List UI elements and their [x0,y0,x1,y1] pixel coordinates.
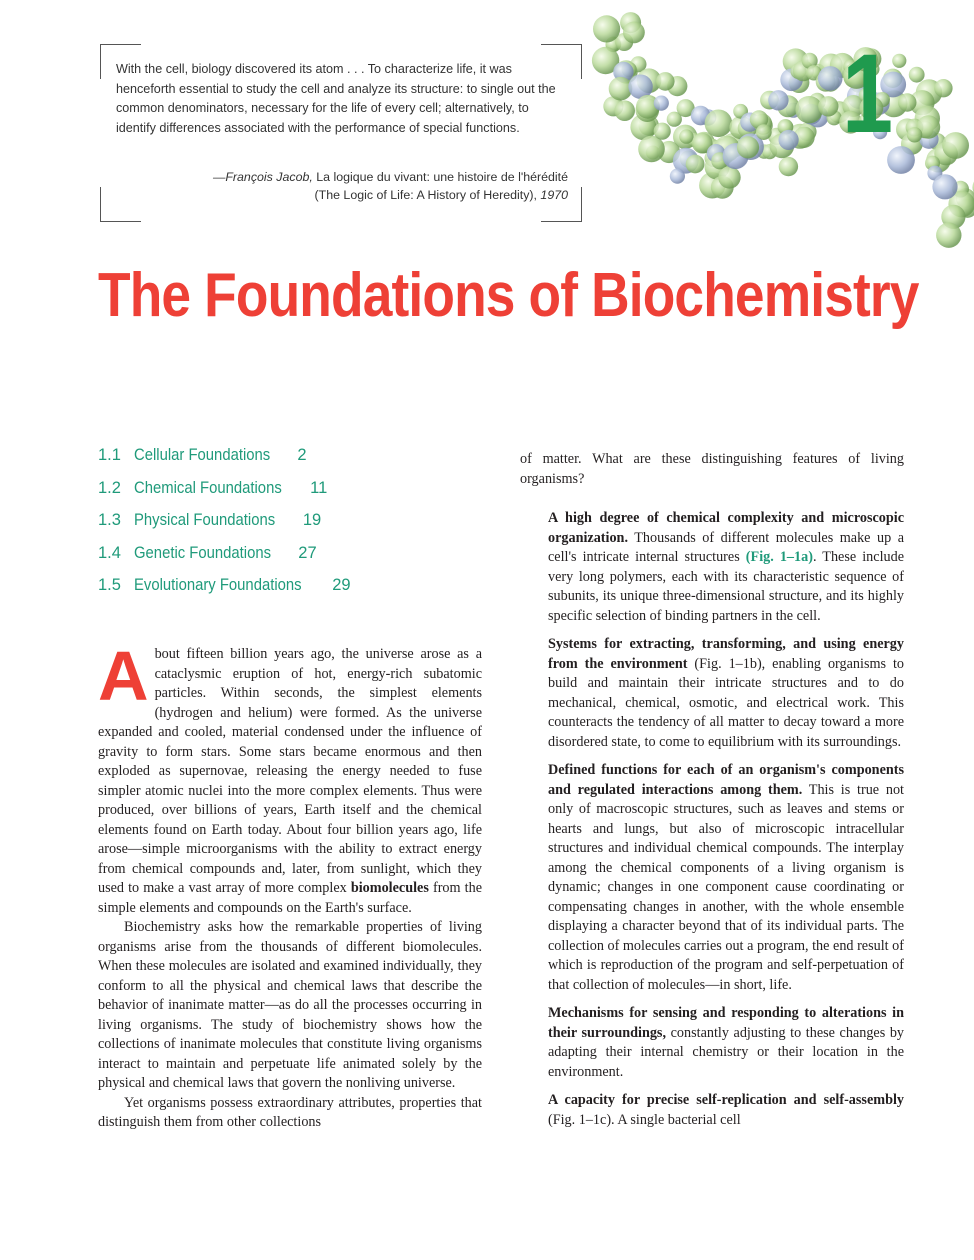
drop-cap: A [98,637,149,715]
dna-atom [779,130,799,150]
dna-atom [779,157,798,176]
toc-section-title: Genetic Foundations [134,543,272,562]
toc-page-number: 11 [310,478,328,497]
dna-atom [614,100,635,121]
body-text: constantly adjusting to these changes by adapting their internal chemistry or their location in the environment. [548,1024,905,1080]
feature-heading: A high degree of chemical complexity and microscopic organization. [548,510,904,546]
body-text: (Fig. 1–1c). A single bacterial cell [548,1111,741,1128]
feature-item [548,761,904,995]
dna-atom [898,93,916,111]
body-paragraph: Biochemistry asks how the remarkable properties of living organisms arise from the thousands of different biomolecules. When these molecules are isolated and examined individually, they conform to all the physical and chemical laws that describe the behavior of inanimate matter—as do all the processes occurring in living organisms. The study of biochemistry shows how the collections of inanimate molecules that constitute living organisms interact to maintain and perpetuate life animated solely by the physical and chemical laws that govern the nonliving universe. [98,919,482,1091]
toc-page-number: 29 [332,576,351,595]
dna-atom [670,169,685,184]
right-text-column [520,450,904,1139]
toc-section-number: 1.1 [98,446,121,464]
toc-entry[interactable] [98,544,498,577]
chapter-title: The Foundations of Biochemistry [98,261,919,330]
dna-atom [934,79,952,97]
body-paragraph: of matter. What are these distinguishing features of living organisms? [520,451,904,487]
feature-item [548,635,904,752]
toc-entry[interactable] [98,511,498,544]
toc-section-title: Evolutionary Foundations [134,576,302,595]
dna-atom [818,96,838,116]
toc-entry[interactable] [98,576,498,609]
body-paragraph [98,637,483,918]
dna-atom [718,166,740,188]
dna-atom [907,127,922,142]
feature-heading: Systems for extracting, transforming, and using energy from the environment [548,636,904,672]
feature-item [548,1004,904,1082]
toc-section-title: Physical Foundations [134,511,276,530]
body-text: from the simple elements and compounds on the Earth's surface. [98,880,483,916]
toc-section-number: 1.2 [98,478,121,497]
epigraph [100,44,582,222]
chapter-number: 1 [842,31,894,156]
feature-item [548,1091,904,1130]
dna-atom [686,155,705,174]
dna-atom [756,124,772,140]
toc-entry[interactable] [98,479,498,512]
dna-atom [932,174,957,199]
dna-model-image [554,0,974,300]
epigraph-year: 1970 [540,188,568,202]
toc-section-title: Cellular Foundations [134,446,271,464]
dna-atom [737,136,759,158]
dna-atom [679,129,693,143]
toc-page-number: 19 [302,511,322,530]
feature-item [548,509,904,626]
dna-atom [623,22,645,44]
body-text: . These include very long polymers, each with its characteristic sequence of subunits, its unique three-dimensional structure, and its highly specific selection of binding partners in the cell. [548,549,904,624]
epigraph-attribution [116,168,568,204]
dna-atom [656,72,675,91]
dna-atom [942,132,969,159]
dna-atom [818,66,843,91]
toc-page-number: 2 [297,446,307,464]
feature-heading: Defined functions for each of an organism's components and regulated interactions among them. [548,762,904,798]
feature-heading: Mechanisms for sensing and responding to alterations in their surroundings, [548,1005,904,1041]
dna-atom [593,15,620,42]
left-text-column [98,637,483,1133]
dna-atom [892,54,906,68]
body-text: This is true not only of macroscopic structures, such as leaves and stems or hearts and lungs, but also of microscopic intracellular structures and individual chemical compounds. The interplay among the chemical components of a living organism is dynamic; changes in one component cause coordinating or compensating changes in another, with the whole ensemble displaying a character beyond that of its individual parts. The collection of molecules carries out a program, the end result of which is reproduction of the program and self-perpetuation of that collection of molecules—in short, life. [548,781,904,993]
epigraph-work: La logique du vivant: une histoire de l'hérédité [316,170,568,184]
toc-section-number: 1.5 [98,576,121,595]
dna-atom [705,110,733,138]
body-paragraph: Yet organisms possess extraordinary attributes, properties that distinguish them from other collections [98,1094,482,1130]
dna-atom [909,67,925,83]
body-text: Thousands of different molecules make up a cell's intricate internal structures [548,529,904,565]
epigraph-quote: With the cell, biology discovered its atom . . . To characterize life, it was henceforth essential to study the cell and analyze its structure: to single out the common denominators, necessary for the life of every cell; alternatively, to identify differences associated with the performance of special functions. [116,62,556,135]
dna-atom [768,90,788,110]
toc-page-number: 27 [298,543,317,562]
dna-atom [654,96,669,111]
dna-atom [936,223,961,248]
dna-atom [654,123,671,140]
toc-section-title: Chemical Foundations [134,478,282,497]
dna-atom [638,136,665,163]
body-text: (Fig. 1–1b), enabling organisms to build and maintain their intricate structures and to do mechanical, chemical, osmotic, and electrical work. This counteracts the tendency of all matter to decay toward a more disordered state, to come to equilibrium with its surroundings. [548,655,904,750]
toc-entry[interactable] [98,446,498,479]
chapter-contents [98,446,498,609]
epigraph-author: —François Jacob, [212,170,313,184]
feature-heading: A capacity for precise self-replication and self-assembly [548,1092,904,1108]
toc-section-number: 1.4 [98,543,121,562]
figure-reference-link[interactable]: (Fig. 1–1a) [745,549,813,565]
body-text: bout fifteen billion years ago, the universe arose as a cataclysmic eruption of hot, energy-rich subatomic particles. Within seconds, the simplest elements (hydrogen and helium) were formed. As the universe expanded and cooled, material condensed under the influence of gravity to form stars. Some stars became enormous and then exploded as supernovae, releasing the energy needed to fuse simpler atomic nuclei into the more complex elements. Thus were produced, over billions of years, Earth itself and the chemical elements found on Earth today. About four billion years ago, life arose—simple microorganisms with the ability to extract energy from chemical compounds and, later, from sunlight, which they used to make a vast array of more complex [98,646,482,896]
epigraph-translation: (The Logic of Life: A History of Heredity), [314,188,537,202]
key-term: biomolecules [350,880,429,896]
toc-section-number: 1.3 [98,511,121,530]
